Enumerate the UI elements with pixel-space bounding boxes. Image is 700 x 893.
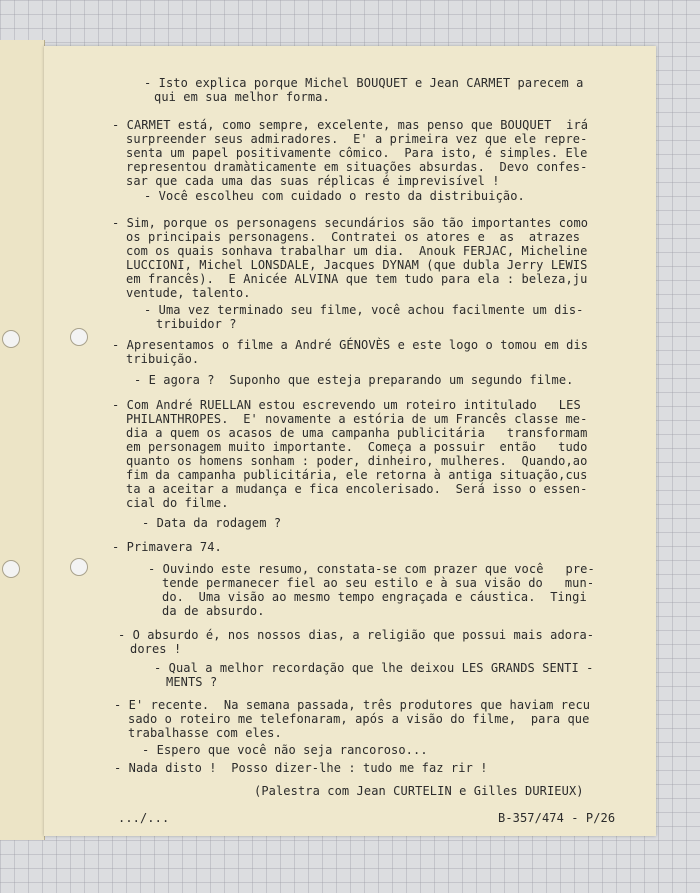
text-line: dores ! [130,642,182,656]
document-page [44,46,656,836]
page-reference: B-357/474 - P/26 [498,811,616,825]
punch-hole [2,330,20,348]
text-line: - Espero que você não seja rancoroso... [142,743,428,757]
text-line: - Primavera 74. [112,540,222,554]
text-line: PHILANTHROPES. E' novamente a estória de um Francês classe me- [126,412,588,426]
text-line: LUCCIONI, Michel LONSDALE, Jacques DYNAM (que dubla Jerry LEWIS [126,258,588,272]
text-line: - Sim, porque os personagens secundários são tão importantes como [112,216,589,230]
left-page-edge [0,40,45,840]
text-line: cial do filme. [126,496,229,510]
text-line: tende permanecer fiel ao seu estilo e à sua visão do mun- [162,576,595,590]
text-line: quanto os homens sonham : poder, dinheiro, mulheres. Quando,ao [126,454,588,468]
text-line: trabalhasse com eles. [128,726,282,740]
text-line: - Uma vez terminado seu filme, você achou facilmente um dis- [144,303,584,317]
text-line: - Qual a melhor recordação que lhe deixou LES GRANDS SENTI - [154,661,594,675]
text-line: dia a quem os acasos de uma campanha publicitária transformam [126,426,588,440]
text-line: ventude, talento. [126,286,251,300]
text-line: da de absurdo. [162,604,265,618]
text-line: - Nada disto ! Posso dizer-lhe : tudo me faz rir ! [114,761,488,775]
text-line: em francês). E Anicée ALVINA que tem tudo para ela : beleza,ju [126,272,588,286]
text-line: senta um papel positivamente cômico. Para isto, é simples. Ele [126,146,588,160]
text-line: representou dramàticamente em situações absurdas. Devo confes- [126,160,588,174]
text-line: surpreender seus admiradores. E' a primeira vez que ele repre- [126,132,588,146]
text-line: fim da campanha publicitária, ele retorna à antiga situação,cus [126,468,588,482]
text-line: - Com André RUELLAN estou escrevendo um roteiro intitulado LES [112,398,581,412]
text-line: tribuidor ? [156,317,237,331]
text-line: tribuição. [126,352,200,366]
text-line: - O absurdo é, nos nossos dias, a religião que possui mais adora- [118,628,595,642]
text-line: - Data da rodagem ? [142,516,282,530]
punch-hole [70,328,88,346]
attribution: (Palestra com Jean CURTELIN e Gilles DURIEUX) [254,784,584,798]
text-line: os principais personagens. Contratei os atores e as atrazes [126,230,581,244]
text-line: - E agora ? Suponho que esteja preparando um segundo filme. [134,373,574,387]
text-line: ta a aceitar a mudança e fica encolerisado. Será isso o essen- [126,482,588,496]
text-line: - Apresentamos o filme a André GÉNOVÈS e este logo o tomou em dis [112,338,589,352]
text-line: sado o roteiro me telefonaram, após a visão do filme, para que [128,712,590,726]
text-line: sar que cada uma das suas réplicas é imprevisível ! [126,174,500,188]
text-line: - CARMET está, como sempre, excelente, mas penso que BOUQUET irá [112,118,589,132]
text-line: do. Uma visão ao mesmo tempo engraçada e cáustica. Tingi [162,590,587,604]
text-line: - Ouvindo este resumo, constata-se com prazer que você pre- [148,562,595,576]
punch-hole [70,558,88,576]
text-line: em personagem muito importante. Começa a possuir então tudo [126,440,588,454]
text-line: - E' recente. Na semana passada, três produtores que haviam recu [114,698,591,712]
text-line: qui em sua melhor forma. [154,90,330,104]
punch-hole [2,560,20,578]
text-line: - Você escolheu com cuidado o resto da distribuição. [144,189,525,203]
text-line: - Isto explica porque Michel BOUQUET e Jean CARMET parecem a [144,76,584,90]
text-line: MENTS ? [166,675,218,689]
continuation-marker: .../... [118,811,170,825]
text-line: com os quais sonhava trabalhar um dia. Anouk FERJAC, Micheline [126,244,588,258]
